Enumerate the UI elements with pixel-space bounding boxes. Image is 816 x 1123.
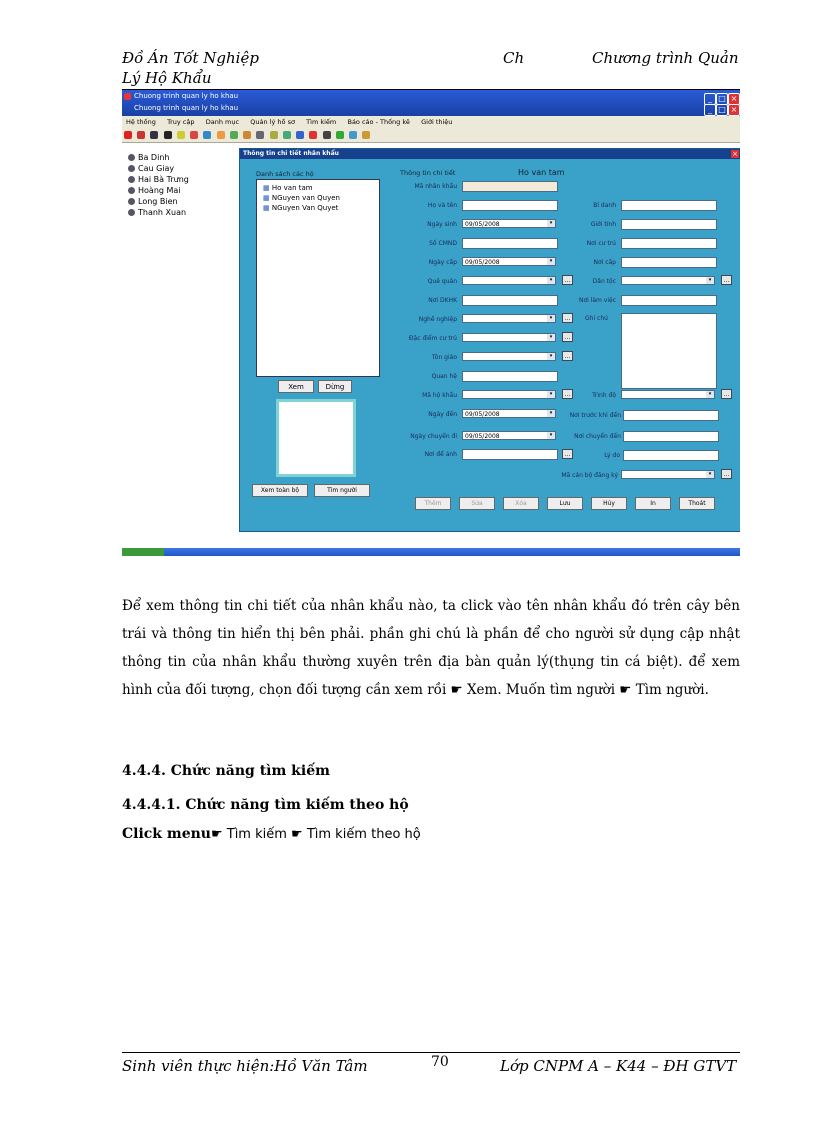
window-title: Chuong trinh quan ly ho khau — [134, 92, 239, 100]
label-ghi-chu: Ghi chú — [585, 315, 608, 322]
tree-item-label: Cau Giay — [138, 164, 175, 173]
que-quan-browse-button[interactable]: … — [562, 275, 573, 285]
tool-icon[interactable] — [256, 131, 264, 139]
menu-tim-kiem[interactable]: Tìm kiếm — [306, 118, 337, 126]
household-list-title: Danh sách các hộ — [256, 170, 314, 178]
ly-do-field[interactable] — [623, 450, 719, 461]
ton-giao-select[interactable] — [462, 352, 556, 361]
tree-item-label: Hoàng Mai — [138, 186, 181, 195]
dac-diem-cu-tru-select[interactable] — [462, 333, 556, 342]
tool-icon[interactable] — [150, 131, 158, 139]
ngay-den-value: 09/05/2008 — [465, 411, 500, 418]
menu-quan-ly-ho-so[interactable]: Quản lý hồ sơ — [250, 118, 295, 126]
thoat-button[interactable]: Thoát — [679, 497, 715, 510]
label-bi-danh: Bí danh — [593, 202, 616, 209]
ton-giao-browse-button[interactable]: … — [562, 351, 573, 361]
toolbar — [122, 128, 740, 143]
globe-icon — [128, 165, 135, 172]
ma-ho-khau-select[interactable] — [462, 390, 556, 399]
tree-item[interactable] — [128, 197, 189, 208]
household-tree[interactable] — [256, 179, 380, 377]
tree-item-label: Thanh Xuan — [138, 208, 187, 217]
close-icon[interactable]: × — [728, 93, 740, 105]
tool-icon[interactable] — [270, 131, 278, 139]
click-instruction-lead: Click menu — [122, 826, 211, 842]
ma-can-bo-select[interactable] — [621, 470, 715, 479]
label-noi-lam-viec: Nơi làm việc — [578, 297, 616, 304]
label-noi-truoc-khi-den: Nơi trước khi đến — [569, 412, 621, 419]
household-icon: ▦ — [263, 184, 270, 192]
household-label: Ho van tam — [271, 184, 313, 192]
body-paragraph: Để xem thông tin chi tiết của nhân khẩu nào, ta click vào tên nhân khẩu đó trên cây bên trái và thông tin hiển thị bên phải. phần ghi chú là phần để cho người sử dụng cập nhật thông tin của nhân khẩu thường xuyên trên địa bàn quản lý(thụng tin cá biệt). để xem hình của đối tượng, chọn đối tượng cần xem rồi ☛ Xem. Muốn tìm người ☛ Tìm người. — [122, 598, 740, 698]
chevron-down-icon[interactable]: ▾ — [706, 391, 714, 398]
chevron-down-icon[interactable]: ▾ — [547, 353, 555, 360]
noi-cu-tru-field[interactable] — [621, 238, 717, 249]
household-item[interactable] — [263, 203, 340, 213]
label-noi-cu-tru: Nơi cư trú — [586, 240, 616, 247]
dac-diem-browse-button[interactable]: … — [562, 332, 573, 342]
label-noi-cap: Nơi cấp — [593, 259, 616, 266]
district-tree — [128, 153, 189, 219]
xoa-button[interactable]: Xóa — [503, 497, 539, 510]
footer-rule — [122, 1052, 740, 1053]
label-dac-diem-cu-tru: Đặc điểm cư trú — [408, 335, 457, 342]
chevron-down-icon[interactable]: ▾ — [547, 258, 555, 265]
tree-item[interactable] — [128, 153, 189, 164]
click-instruction-path: ☛ Tìm kiếm ☛ Tìm kiếm theo hộ — [210, 827, 421, 842]
label-ma-ho-khau: Mã hộ khẩu — [422, 392, 457, 399]
dan-toc-select[interactable] — [621, 276, 715, 285]
subsection-heading: 4.4.4.1. Chức năng tìm kiếm theo hộ — [122, 797, 409, 813]
label-ho-va-ten: Họ và tên — [427, 202, 457, 209]
que-quan-select[interactable] — [462, 276, 556, 285]
label-ngay-chuyen-di: Ngày chuyển đi — [410, 433, 457, 440]
household-label: NGuyen Van Quyet — [271, 204, 339, 212]
dialog-close-icon[interactable]: × — [732, 150, 738, 158]
noi-de-anh-field[interactable] — [462, 449, 558, 460]
app-icon — [124, 93, 131, 100]
menu-truy-cap[interactable]: Truy cập — [167, 118, 195, 126]
in-button[interactable]: In — [635, 497, 671, 510]
noi-truoc-khi-den-field[interactable] — [623, 410, 719, 421]
detail-dialog — [239, 148, 740, 532]
chevron-down-icon[interactable]: ▾ — [547, 277, 555, 284]
ghi-chu-textarea[interactable] — [621, 313, 717, 389]
household-label: NGuyen van Quyen — [271, 194, 340, 202]
ma-nhan-khau-field[interactable] — [462, 181, 558, 192]
menu-danh-muc[interactable]: Danh mục — [205, 118, 240, 126]
chevron-down-icon[interactable]: ▾ — [547, 432, 555, 439]
minimize-icon[interactable]: _ — [704, 93, 716, 105]
tree-item[interactable] — [128, 186, 189, 197]
noi-de-anh-browse-button[interactable]: … — [562, 449, 573, 459]
label-ly-do: Lý do — [604, 452, 620, 459]
nghe-nghiep-select[interactable] — [462, 314, 556, 323]
bi-danh-field[interactable] — [621, 200, 717, 211]
footer-left: Sinh viên thực hiện:Hồ Văn Tâm — [122, 1057, 368, 1075]
label-ngay-den: Ngày đến — [428, 411, 457, 418]
page-number: 70 — [431, 1054, 449, 1070]
chevron-down-icon[interactable]: ▾ — [706, 471, 714, 478]
them-button[interactable]: Thêm — [415, 497, 451, 510]
noi-chuyen-den-field[interactable] — [623, 431, 719, 442]
globe-icon — [128, 176, 135, 183]
menu-bao-cao[interactable]: Báo cáo - Thống kê — [347, 118, 410, 126]
dung-button[interactable]: Dừng — [318, 380, 352, 393]
tool-icon[interactable] — [323, 131, 331, 139]
chevron-down-icon[interactable]: ▾ — [547, 334, 555, 341]
dan-toc-browse-button[interactable]: … — [721, 275, 732, 285]
chevron-down-icon[interactable]: ▾ — [706, 277, 714, 284]
start-button[interactable] — [122, 548, 164, 556]
footer-right: Lớp CNPM A – K44 – ĐH GTVT — [500, 1057, 737, 1075]
tim-nguoi-button[interactable]: Tìm người — [314, 484, 370, 497]
household-icon: ▦ — [263, 204, 270, 212]
ngay-cap-picker[interactable] — [462, 257, 556, 266]
gioi-tinh-field[interactable] — [621, 219, 717, 230]
label-quan-he: Quan hệ — [431, 373, 457, 380]
ngay-chuyen-di-picker[interactable] — [462, 431, 556, 440]
chevron-down-icon[interactable]: ▾ — [547, 410, 555, 417]
tool-icon[interactable] — [362, 131, 370, 139]
chevron-down-icon[interactable]: ▾ — [547, 315, 555, 322]
ho-va-ten-field[interactable] — [462, 200, 558, 211]
label-gioi-tinh: Giới tính — [590, 221, 616, 228]
xem-button[interactable]: Xem — [278, 380, 314, 393]
tool-icon[interactable] — [336, 131, 344, 139]
household-item[interactable] — [263, 183, 340, 193]
click-instruction — [122, 826, 421, 842]
noi-cap-field[interactable] — [621, 257, 717, 268]
ma-ho-khau-browse-button[interactable]: … — [562, 389, 573, 399]
chevron-down-icon[interactable]: ▾ — [547, 220, 555, 227]
tree-item-label: Long Bien — [138, 197, 178, 206]
header-right: Chương trình Quản — [592, 49, 739, 67]
section-heading: 4.4.4. Chức năng tìm kiếm — [122, 763, 330, 779]
inner-minimize-icon[interactable]: _ — [704, 104, 716, 116]
tool-icon[interactable] — [177, 131, 185, 139]
app-screenshot — [122, 90, 740, 556]
trinh-do-select[interactable] — [621, 390, 715, 399]
label-noi-de-anh: Nơi để ảnh — [424, 451, 457, 458]
tree-item[interactable] — [128, 208, 189, 219]
label-nghe-nghiep: Nghề nghiệp — [418, 316, 457, 323]
tree-item[interactable] — [128, 175, 189, 186]
ngay-sinh-value: 09/05/2008 — [465, 221, 500, 228]
household-icon: ▦ — [263, 194, 270, 202]
noi-dkhk-field[interactable] — [462, 295, 558, 306]
household-item[interactable] — [263, 193, 340, 203]
label-trinh-do: Trình độ — [592, 392, 616, 399]
tree-item-label: Ba Dinh — [138, 153, 170, 162]
maximize-icon[interactable]: □ — [716, 93, 728, 105]
huy-button[interactable]: Hủy — [591, 497, 627, 510]
so-cmnd-field[interactable] — [462, 238, 558, 249]
trinh-do-browse-button[interactable]: … — [721, 389, 732, 399]
nghe-nghiep-browse-button[interactable]: … — [562, 313, 573, 323]
menu-he-thong[interactable]: Hệ thống — [126, 118, 156, 126]
ngay-sinh-picker[interactable] — [462, 219, 556, 228]
label-que-quan: Quê quán — [427, 278, 457, 285]
photo-box — [276, 399, 356, 477]
label-noi-dkhk: Nơi DKHK — [428, 297, 457, 304]
label-ton-giao: Tôn giáo — [431, 354, 457, 361]
detail-name: Ho van tam — [518, 168, 565, 177]
header-left-line2: Lý Hộ Khẩu — [122, 69, 212, 87]
tool-icon[interactable] — [137, 131, 145, 139]
tool-icon[interactable] — [349, 131, 357, 139]
luu-button[interactable]: Lưu — [547, 497, 583, 510]
inner-close-icon[interactable]: × — [728, 104, 740, 116]
label-so-cmnd: Số CMND — [429, 240, 457, 247]
tool-icon[interactable] — [283, 131, 291, 139]
chevron-down-icon[interactable]: ▾ — [547, 391, 555, 398]
tool-icon[interactable] — [296, 131, 304, 139]
exit-icon[interactable] — [124, 131, 132, 139]
window-title-inner: Chuong trinh quan ly ho khau — [134, 104, 239, 112]
menu-bar — [122, 116, 740, 128]
detail-title: Thông tin chi tiết — [400, 169, 456, 177]
tool-icon[interactable] — [164, 131, 172, 139]
sua-button[interactable]: Sửa — [459, 497, 495, 510]
globe-icon — [128, 209, 135, 216]
noi-lam-viec-field[interactable] — [621, 295, 717, 306]
tree-item-label: Hai Bà Trưng — [138, 175, 189, 184]
ngay-den-picker[interactable] — [462, 409, 556, 418]
label-ma-nhan-khau: Mã nhân khẩu — [414, 183, 457, 190]
label-ngay-sinh: Ngày sinh — [427, 221, 457, 228]
label-noi-chuyen-den: Nơi chuyển đến — [574, 433, 621, 440]
window-titlebar — [122, 90, 740, 116]
tool-icon[interactable] — [230, 131, 238, 139]
tool-icon[interactable] — [309, 131, 317, 139]
ngay-cap-value: 09/05/2008 — [465, 259, 500, 266]
ngay-chuyen-di-value: 09/05/2008 — [465, 433, 500, 440]
dialog-titlebar — [240, 149, 740, 159]
tool-icon[interactable] — [243, 131, 251, 139]
ma-can-bo-browse-button[interactable]: … — [721, 469, 732, 479]
label-ma-can-bo-dang-ky: Mã cán bộ đăng ký — [561, 472, 618, 479]
header-center: Ch — [503, 49, 525, 67]
tree-item[interactable] — [128, 164, 189, 175]
tool-icon[interactable] — [203, 131, 211, 139]
taskbar — [122, 548, 740, 556]
menu-gioi-thieu[interactable]: Giới thiệu — [421, 118, 453, 126]
globe-icon — [128, 198, 135, 205]
header-left: Đồ Án Tốt Nghiệp — [122, 49, 259, 67]
tool-icon[interactable] — [217, 131, 225, 139]
tool-icon[interactable] — [190, 131, 198, 139]
label-dan-toc: Dân tộc — [592, 278, 616, 285]
inner-maximize-icon[interactable]: □ — [716, 104, 728, 116]
label-ngay-cap: Ngày cấp — [428, 259, 457, 266]
xem-toan-bo-button[interactable]: Xem toàn bộ — [252, 484, 308, 497]
globe-icon — [128, 154, 135, 161]
globe-icon — [128, 187, 135, 194]
quan-he-field[interactable] — [462, 371, 558, 382]
dialog-title: Thông tin chi tiết nhân khẩu — [243, 150, 339, 157]
